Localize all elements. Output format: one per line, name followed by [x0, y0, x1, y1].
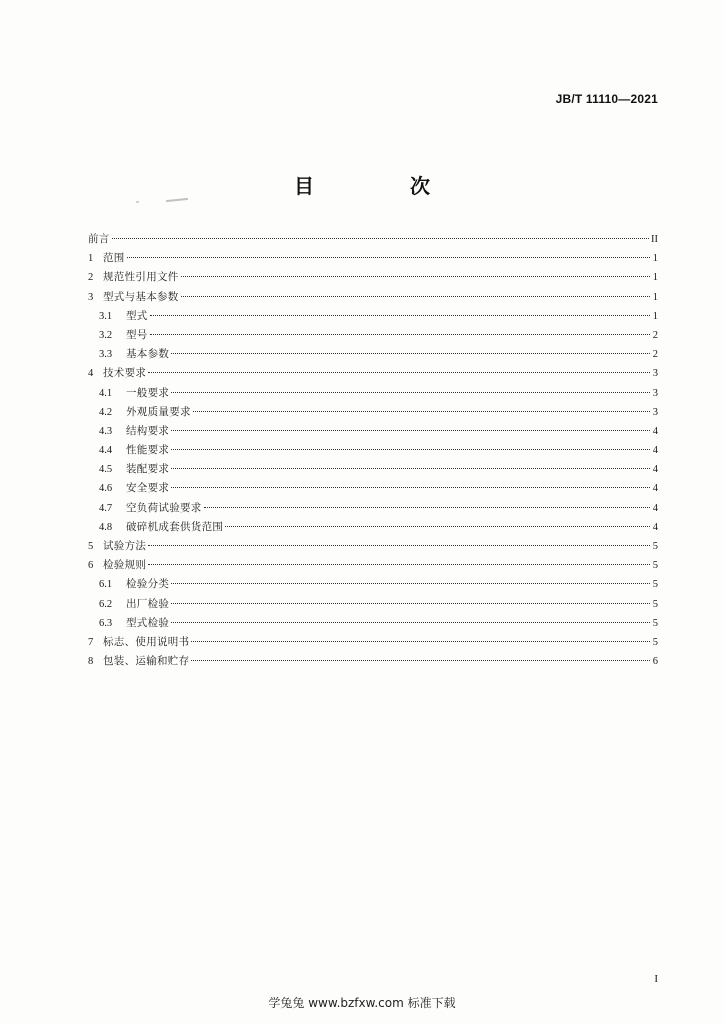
toc-entry-label: 检验分类 [126, 578, 170, 591]
toc-entry-label: 装配要求 [126, 463, 170, 476]
toc-entry[interactable] [88, 326, 658, 345]
toc-entry[interactable] [88, 384, 658, 403]
toc-entry[interactable] [88, 288, 658, 307]
toc-entry[interactable] [88, 364, 658, 383]
toc-entry-page: 4 [652, 502, 658, 514]
toc-entry-label: 标志、使用说明书 [103, 635, 190, 648]
dot-leader [171, 430, 650, 431]
toc-entry-number: 6.3 [99, 617, 113, 629]
toc-title: 目 次 [294, 174, 468, 198]
toc-entry-label: 结构要求 [126, 424, 170, 437]
toc-entry[interactable] [88, 441, 658, 460]
toc-entry-number: 6 [88, 560, 94, 572]
toc-entry-page: 3 [652, 406, 658, 418]
toc-entry-label: 型式检验 [126, 616, 170, 629]
toc-entry-page: 3 [652, 387, 658, 399]
toc-entry-page: 1 [652, 291, 658, 303]
dot-leader [181, 296, 650, 297]
toc-entry-number: 4.6 [99, 483, 113, 495]
toc-entry-number: 8 [88, 656, 94, 668]
toc-entry-number: 7 [88, 636, 94, 648]
dot-leader [204, 507, 650, 508]
dot-leader [191, 660, 650, 661]
dot-leader [148, 545, 650, 546]
toc-entry-number: 6.2 [99, 598, 113, 610]
toc-entry-page: 5 [652, 598, 658, 610]
toc-entry-number: 4.1 [99, 387, 113, 399]
toc-entry[interactable] [88, 479, 658, 498]
toc-entry-page: II [651, 234, 658, 245]
toc-entry-page: 1 [652, 272, 658, 284]
toc-entry-page: 5 [652, 579, 658, 591]
toc-entry[interactable] [88, 268, 658, 287]
dot-leader [193, 411, 650, 412]
toc-entry-page: 5 [652, 560, 658, 572]
toc-entry-number: 4.8 [99, 521, 113, 533]
toc-entry-label: 出厂检验 [126, 597, 170, 610]
toc-entry[interactable] [88, 633, 658, 652]
standard-code: JB/T 11110—2021 [555, 92, 658, 106]
toc-entry-label: 检验规则 [103, 559, 147, 572]
toc-entry-number: 1 [88, 253, 94, 265]
toc-entry-number: 4.3 [99, 425, 113, 437]
toc-entry-page: 4 [652, 521, 658, 533]
dot-leader [191, 641, 650, 642]
table-of-contents [88, 230, 658, 671]
toc-entry-label: 范围 [103, 252, 125, 265]
dot-leader [148, 372, 650, 373]
toc-entry-label: 一般要求 [126, 386, 170, 399]
toc-entry-label: 基本参数 [126, 348, 170, 361]
scan-artifact [136, 201, 139, 203]
toc-entry-number: 4.5 [99, 464, 113, 476]
toc-entry[interactable] [88, 422, 658, 441]
toc-entry-page: 1 [652, 253, 658, 265]
watermark-text: 学兔兔 www.bzfxw.com 标准下载 [268, 996, 456, 1010]
toc-entry-label: 空负荷试验要求 [126, 501, 202, 514]
toc-entry-page: 4 [652, 464, 658, 476]
toc-entry-page: 5 [652, 617, 658, 629]
toc-entry[interactable] [88, 307, 658, 326]
dot-leader [150, 334, 650, 335]
dot-leader [171, 583, 650, 584]
toc-entry[interactable] [88, 403, 658, 422]
toc-entry-page: 5 [652, 636, 658, 648]
toc-entry-label: 破碎机成套供货范围 [126, 520, 224, 533]
dot-leader [171, 487, 650, 488]
toc-entry-page: 5 [652, 541, 658, 552]
dot-leader [225, 526, 650, 527]
toc-entry-page: 2 [652, 349, 658, 361]
toc-entry-label: 型式与基本参数 [103, 290, 179, 303]
toc-entry[interactable] [88, 249, 658, 268]
toc-entry-label: 规范性引用文件 [103, 271, 179, 284]
toc-entry-label: 包装、运输和贮存 [103, 655, 190, 668]
toc-entry-number: 4 [88, 368, 94, 380]
toc-entry-number: 3.1 [99, 310, 113, 322]
dot-leader [127, 257, 650, 258]
toc-entry-label: 型号 [126, 328, 148, 341]
dot-leader [150, 315, 650, 316]
toc-entry-number: 5 [88, 541, 94, 552]
toc-entry-label: 技术要求 [103, 367, 147, 380]
toc-entry[interactable] [88, 345, 658, 364]
toc-entry[interactable] [88, 595, 658, 614]
toc-entry-page: 6 [652, 656, 658, 668]
toc-entry-number: 4.2 [99, 406, 113, 418]
dot-leader [148, 564, 650, 565]
toc-entry-label: 前言 [88, 233, 110, 245]
toc-entry-number: 3.3 [99, 349, 113, 361]
toc-entry-page: 4 [652, 445, 658, 457]
toc-entry[interactable] [88, 230, 658, 249]
toc-entry-label: 试验方法 [103, 540, 147, 552]
toc-entry[interactable] [88, 518, 658, 537]
toc-entry[interactable] [88, 556, 658, 575]
toc-entry-label: 性能要求 [126, 444, 170, 457]
toc-entry-page: 4 [652, 425, 658, 437]
dot-leader [171, 468, 650, 469]
dot-leader [171, 622, 650, 623]
toc-entry-page: 4 [652, 483, 658, 495]
dot-leader [171, 353, 650, 354]
toc-entry[interactable] [88, 460, 658, 479]
toc-entry-number: 4.4 [99, 445, 113, 457]
dot-leader [181, 276, 650, 277]
toc-entry-label: 安全要求 [126, 482, 170, 495]
toc-entry-label: 型式 [126, 309, 148, 322]
toc-entry[interactable] [88, 575, 658, 594]
dot-leader [112, 238, 649, 239]
dot-leader [171, 392, 650, 393]
toc-entry[interactable] [88, 537, 658, 556]
toc-entry-page: 1 [652, 310, 658, 322]
toc-entry[interactable] [88, 614, 658, 633]
toc-entry-number: 3 [88, 291, 94, 303]
toc-entry-number: 3.2 [99, 329, 113, 341]
toc-entry-label: 外观质量要求 [126, 405, 191, 418]
toc-entry-number: 2 [88, 272, 94, 284]
toc-entry[interactable] [88, 499, 658, 518]
page-number: I [654, 973, 658, 985]
toc-entry-page: 3 [652, 368, 658, 380]
toc-entry[interactable] [88, 652, 658, 671]
dot-leader [171, 449, 650, 450]
dot-leader [171, 603, 650, 604]
toc-entry-number: 4.7 [99, 502, 113, 514]
toc-entry-number: 6.1 [99, 579, 113, 591]
toc-entry-page: 2 [652, 329, 658, 341]
